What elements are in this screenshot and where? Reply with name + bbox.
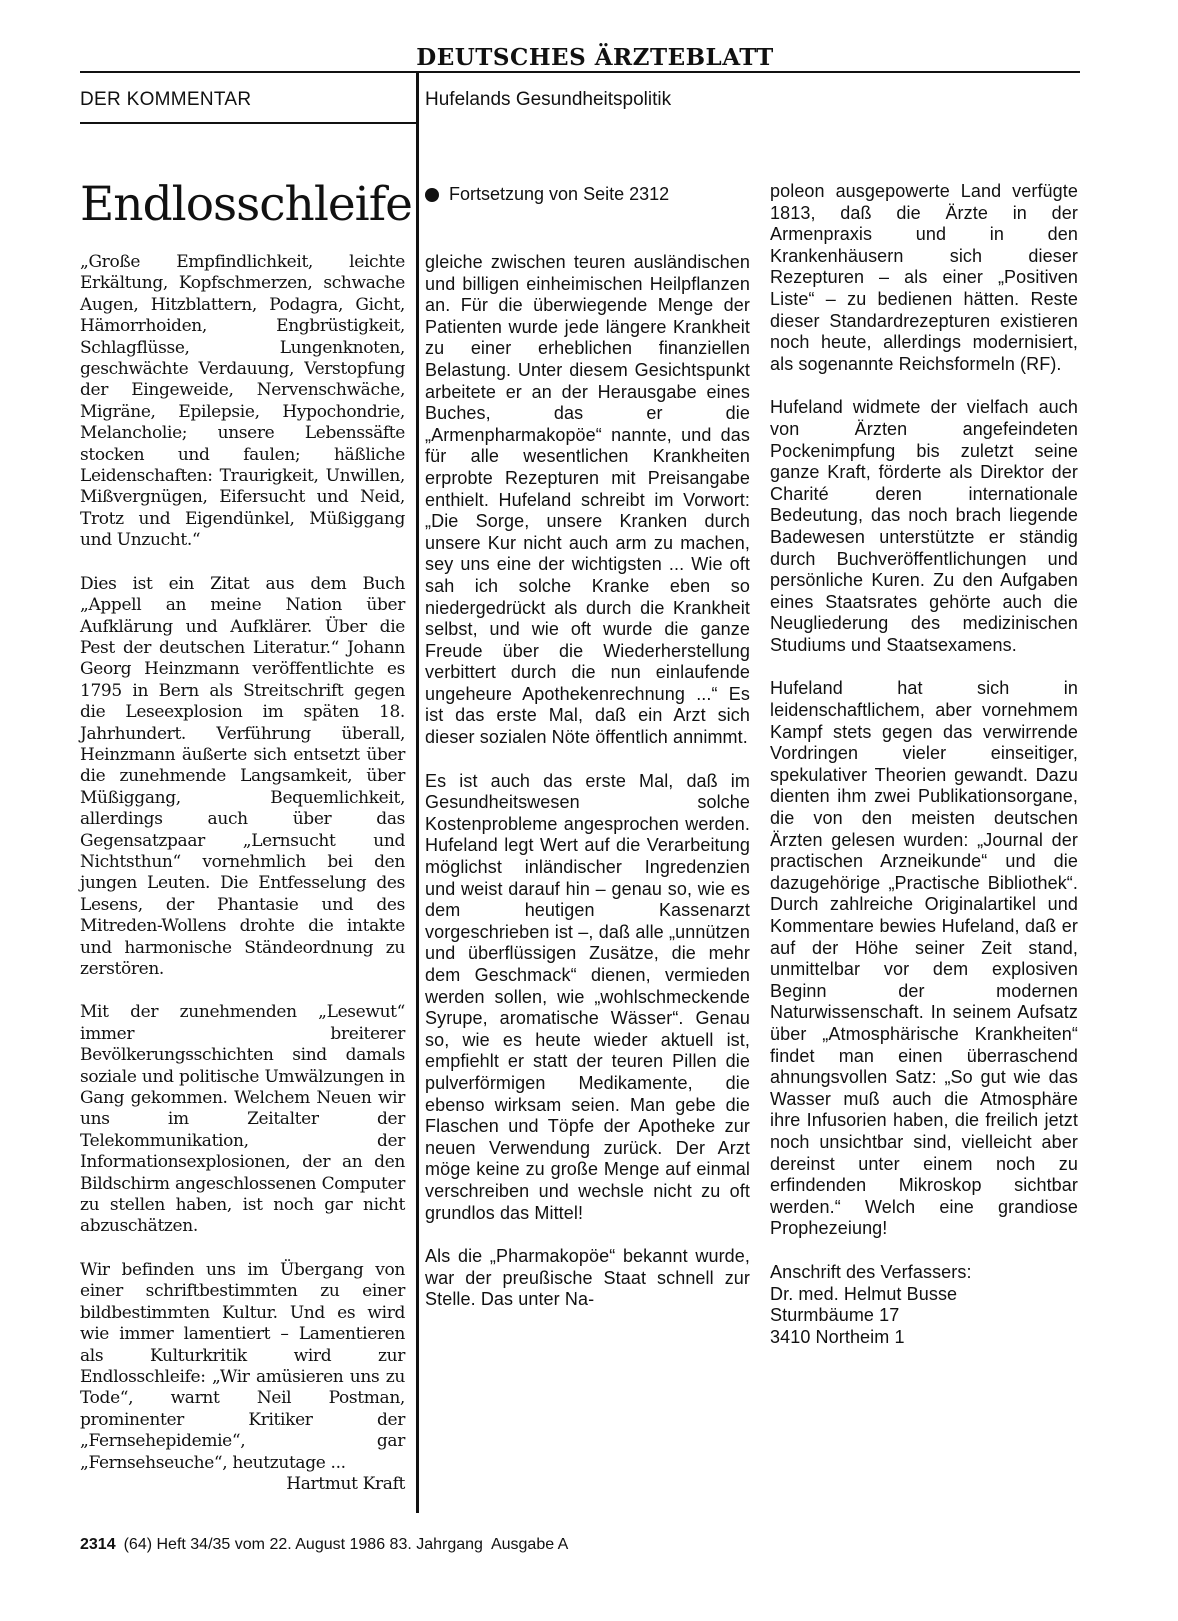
article-column-1 xyxy=(425,252,750,1333)
address-line: Anschrift des Verfassers: xyxy=(770,1261,972,1282)
commentary-paragraph xyxy=(80,1259,405,1494)
author-address xyxy=(770,1262,1078,1348)
address-line: 3410 Northeim 1 xyxy=(770,1326,905,1347)
section-label-article: Hufelands Gesundheitspolitik xyxy=(425,89,672,110)
article-paragraph: Hufeland widmete der vielfach auch von Ärzten angefeindeten Pockenimpfung bis zuletzt seine ganze Kraft, förderte als Direktor der Charité deren internationale Bedeutung, das noch brach liegende Badewesen unterstützte er ständig durch Buchveröffentlichungen und persönliche Kuren. Zu den Aufgaben eines Staatsrates gehörte auch die Neugliederung des medizinischen Studiums und Staatsexamens. xyxy=(770,397,1078,655)
address-line: Dr. med. Helmut Busse xyxy=(770,1283,958,1304)
page-footer xyxy=(80,1536,568,1554)
continuation-text: Fortsetzung von Seite 2312 xyxy=(449,184,670,204)
continuation-note xyxy=(425,184,669,205)
column-divider xyxy=(416,71,419,1513)
commentary-title: Endlosschleife xyxy=(80,177,412,232)
page-number: 2314 xyxy=(80,1536,116,1553)
commentary-paragraph: Mit der zunehmenden „Lesewut“ immer breiterer Bevölkerungsschichten sind damals soziale und politische Umwälzungen in Gang gekommen. Welchem Neuen wir uns im Zeitalter der Telekommunikation, der Informationsexplosionen, der an den Bildschirm angeschlossenen Computer zu stellen haben, ist noch gar nicht abzuschätzen. xyxy=(80,1002,405,1237)
issue-info: (64) Heft 34/35 vom 22. August 1986 83. Jahrgang xyxy=(123,1536,483,1553)
article-paragraph: Hufeland hat sich in leidenschaftlichem, aber vornehmem Kampf stets gegen das verwirrende Vordringen vieler einseitiger, spekulativer Theorien gewandt. Dazu dienten ihm zwei Publikationsorgane, die von den meisten deutschen Ärzten gelesen wurden: „Journal der practischen Arzneikunde“ und die dazugehörige „Practische Bibliothek“. Durch zahlreiche Originalartikel und Kommentare bewies Hufeland, daß er auf der Höhe seiner Zeit stand, unmittelbar vor dem explosiven Beginn der modernen Naturwissenschaft. In seinem Aufsatz über „Atmosphärische Krankheiten“ findet man einen überraschend ahnungsvollen Satz: „So gut wie das Wasser muß auch die Atmosphäre ihre Infusorien haben, die freilich jetzt noch unsichtbar sind, vielleicht aber dereinst unter einem noch zu erfindenden Mikroskop sichtbar werden.“ Welch eine grandiose Prophezeiung! xyxy=(770,678,1078,1239)
top-rule xyxy=(80,71,1080,73)
article-paragraph: Als die „Pharmakopöe“ bekannt wurde, war der preußische Staat schnell zur Stelle. Das unter Na- xyxy=(425,1246,750,1310)
commentary-paragraph: „Große Empfindlichkeit, leichte Erkältung, Kopfschmerzen, schwache Augen, Hitzblattern, Podagra, Gicht, Hämorrhoiden, Engbrüstigkeit, Schlagflüsse, Lungenknoten, geschwächte Verdauung, Verstopfung der Eingeweide, Nervenschwäche, Migräne, Epilepsie, Hypochondrie, Melancholie; unsere Lebenssäfte stocken und faulen; häßliche Leidenschaften: Traurigkeit, Unwillen, Mißvergnügen, Eifersucht und Neid, Trotz und Eigendünkel, Müßiggang und Unzucht.“ xyxy=(80,252,405,551)
section-label-commentary: DER KOMMENTAR xyxy=(80,89,252,110)
edition-label: Ausgabe A xyxy=(490,1536,569,1553)
commentary-body xyxy=(80,252,405,1495)
address-line: Sturmbäume 17 xyxy=(770,1305,900,1326)
commentary-paragraph: Dies ist ein Zitat aus dem Buch „Appell an meine Nation über Aufklärung und Aufklärer. Über die Pest der deutschen Literatur.“ Johann Georg Heinzmann veröffentlichte es 1795 in Bern als Streitschrift gegen die Leseexplosion im späten 18. Jahrhundert. Verführung überall, Heinzmann äußerte sich entsetzt über die zunehmende Langsamkeit, über Müßiggang, Bequemlichkeit, allerdings auch über das Gegensatzpaar „Lernsucht und Nichtsthun“ vornehmlich bei den jungen Leuten. Die Entfesselung des Lesens, der Phantasie und des Mitreden-Wollens drohte die intakte und harmonische Ständeordnung zu zerstören. xyxy=(80,573,405,979)
masthead: DEUTSCHES ÄRZTEBLATT xyxy=(416,44,774,71)
article-column-2 xyxy=(770,181,1078,1348)
header-rule xyxy=(80,122,417,124)
article-paragraph: Es ist auch das erste Mal, daß im Gesundheitswesen solche Kostenprobleme angesprochen werden. Hufeland legt Wert auf die Verarbeitung möglichst inländischer Ingredenzien und weist darauf hin – genau so, wie es dem heutigen Kassenarzt vorgeschrieben ist –, daß alle „unnützen und überflüssigen Zusätze, die mehr dem Geschmack“ dienen, vermieden werden sollen, wie „wohlschmeckende Syrupe, aromatische Wässer“. Genau so, wie es heute wieder aktuell ist, empfiehlt er statt der teuren Pillen die pulverförmigen Medikamente, die ebenso wirksam seien. Man gebe die Flaschen und Töpfe der Apotheke zur neuen Verwendung zurück. Der Arzt möge keine zu große Menge auf einmal verschreiben und wechsle nicht zu oft grundlos das Mittel! xyxy=(425,770,750,1223)
article-paragraph: poleon ausgepowerte Land verfügte 1813, daß die Ärzte in der Armenpraxis und in den Krankenhäusern sich dieser Rezepturen – als einer „Positiven Liste“ – zu bedienen hätten. Reste dieser Standardrezepturen existieren noch heute, allerdings modernisiert, als sogenannte Reichsformeln (RF). xyxy=(770,181,1078,374)
commentary-last-text: Wir befinden uns im Übergang von einer schriftbestimmten zu einer bildbestimmten Kultur. Und es wird wie immer lamentiert – Lamentieren als Kulturkritik wird zur Endlosschleife: „Wir amüsieren uns zu Tode“, warnt Neil Postman, prominenter Kritiker der „Fernsehepidemie“, gar „Fernsehseuche“, heutzutage ... xyxy=(80,1259,405,1473)
commentary-author: Hartmut Kraft xyxy=(286,1473,405,1494)
article-paragraph: gleiche zwischen teuren ausländischen und billigen einheimischen Heilpflanzen an. Für die überwiegende Menge der Patienten wurde jede längere Krankheit zu einer erheblichen finanziellen Belastung. Unter diesem Gesichtspunkt arbeitete er an der Herausgabe eines Buches, das er die „Armenpharmakopöe“ nannte, und das für alle wesentlichen Krankheiten erprobte Rezepturen mit Preisangabe enthielt. Hufeland schreibt im Vorwort: „Die Sorge, unsere Kranken durch unsere Kur nicht auch arm zu machen, sey uns eine der wichtigsten ... Wie oft sah ich solche Kranke eben so niedergedrückt als durch die Krankheit selbst, und wie oft wurde die ganze Freude über die Wiederherstellung verbittert durch die nun einlaufende ungeheure Apothekenrechnung ...“ Es ist das erste Mal, daß ein Arzt sich dieser sozialen Nöte öffentlich annimmt. xyxy=(425,252,750,748)
bullet-icon xyxy=(425,188,439,202)
